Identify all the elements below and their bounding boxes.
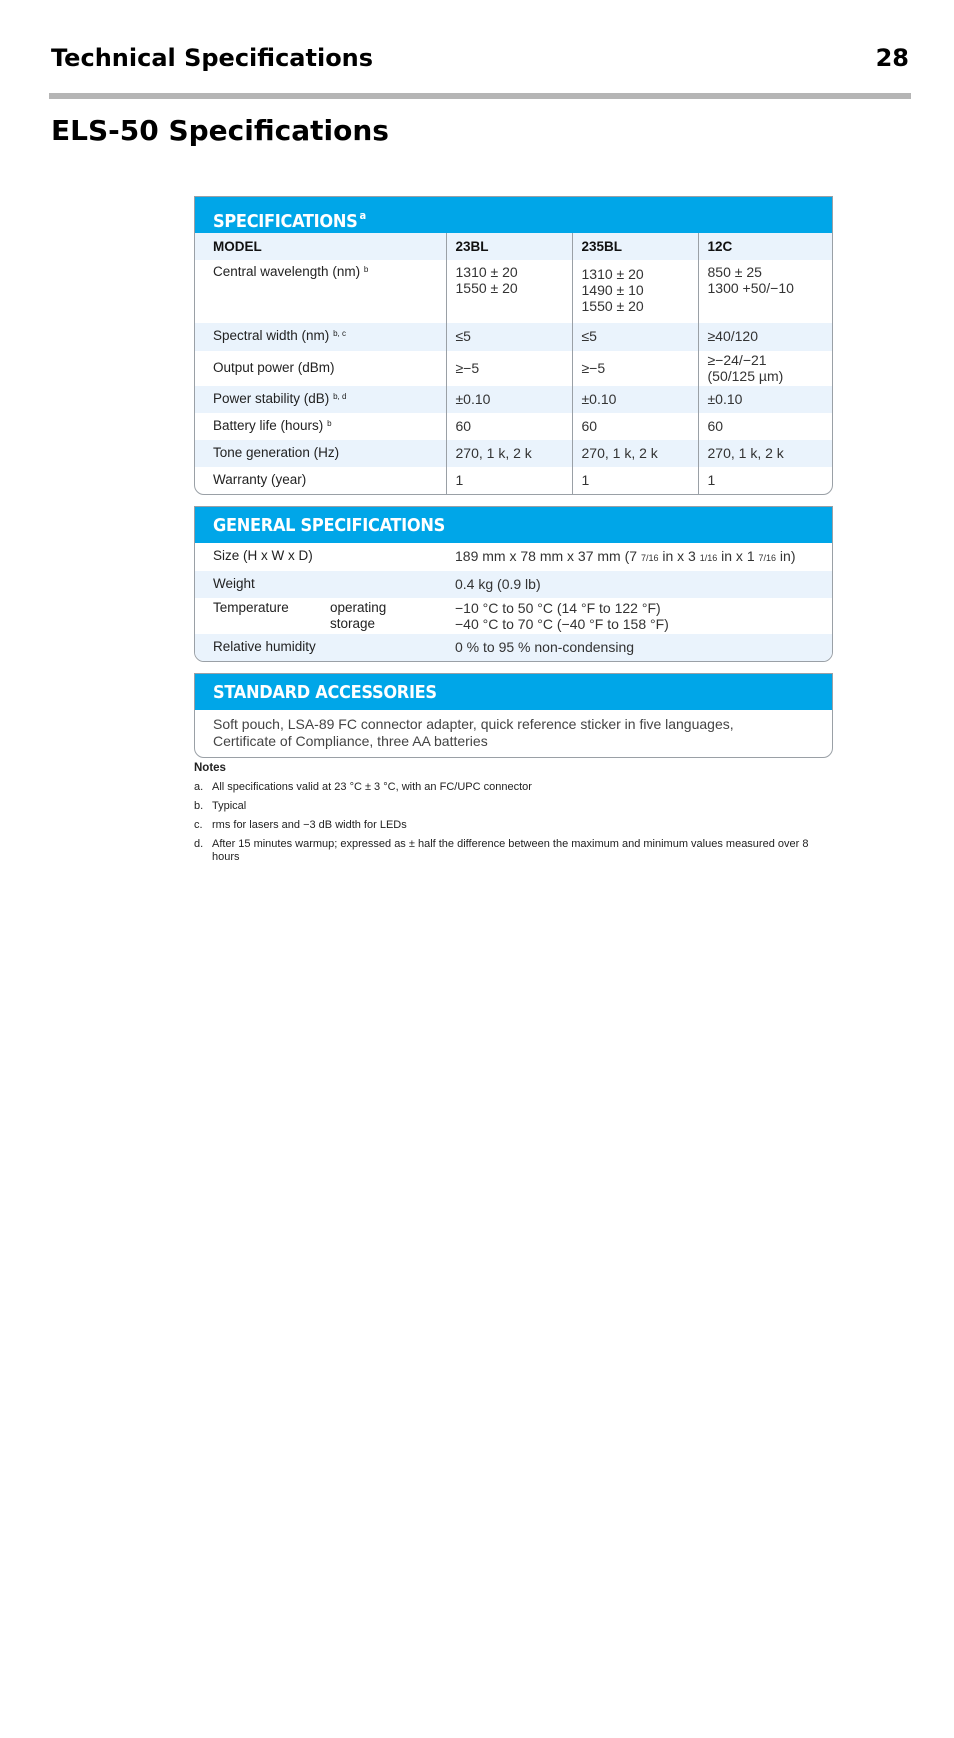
note-item bbox=[194, 838, 834, 864]
spec-value: 270, 1 k, 2 k bbox=[698, 440, 832, 467]
model-23bl: 23BL bbox=[446, 233, 572, 260]
specifications-title-note: a bbox=[359, 209, 366, 222]
size-text: in x 1 bbox=[717, 548, 759, 564]
size-text: 189 mm x 78 mm x 37 mm (7 bbox=[455, 548, 641, 564]
spec-value: 270, 1 k, 2 k bbox=[446, 440, 572, 467]
spec-row-wavelength bbox=[195, 260, 832, 323]
spec-label: Power stability (dB) bbox=[213, 391, 330, 406]
spec-note: b bbox=[363, 265, 369, 274]
spec-label: Tone generation (Hz) bbox=[213, 445, 340, 460]
spec-value: 1550 ± 20 bbox=[455, 280, 518, 296]
spec-label: Warranty (year) bbox=[213, 472, 307, 487]
standard-accessories-box bbox=[194, 673, 833, 758]
size-value bbox=[446, 543, 832, 571]
specifications-box bbox=[194, 196, 833, 495]
spec-row-power-stability bbox=[195, 386, 832, 413]
note-key: b. bbox=[194, 800, 204, 812]
temperature-values bbox=[446, 598, 832, 634]
general-specifications-table bbox=[195, 543, 832, 661]
general-row-humidity bbox=[195, 634, 832, 661]
temperature-label: Temperature bbox=[213, 600, 289, 615]
spec-row-warranty bbox=[195, 467, 832, 494]
general-row-weight bbox=[195, 571, 832, 598]
size-text: in x 3 bbox=[658, 548, 700, 564]
standard-accessories-header: STANDARD ACCESSORIES bbox=[195, 674, 832, 710]
spec-value: ±0.10 bbox=[446, 386, 572, 413]
temp-operating-label: operating bbox=[330, 600, 387, 615]
spec-value: 60 bbox=[446, 413, 572, 440]
notes bbox=[194, 762, 834, 870]
spec-value: 1 bbox=[572, 467, 698, 494]
note-key: c. bbox=[194, 819, 203, 831]
size-fraction: 7/16 bbox=[758, 553, 777, 563]
note-key: a. bbox=[194, 781, 204, 793]
note-key: d. bbox=[194, 838, 204, 850]
spec-value: ≥40/120 bbox=[698, 323, 832, 351]
size-text: in) bbox=[776, 548, 796, 564]
section-title: ELS-50 Specifications bbox=[51, 114, 389, 147]
specifications-title: SPECIFICATIONS bbox=[213, 211, 358, 232]
temp-operating-value: −10 °C to 50 °C (14 °F to 122 °F) bbox=[455, 600, 661, 616]
note-text: After 15 minutes warmup; expressed as ± half the difference between the maximum and minimum values measured over 8 hours bbox=[212, 838, 809, 863]
spec-value: ≤5 bbox=[572, 323, 698, 351]
spec-value: ≥−5 bbox=[446, 351, 572, 386]
spec-value: 1310 ± 20 bbox=[455, 264, 518, 280]
general-row-size bbox=[195, 543, 832, 571]
spec-value: 1 bbox=[446, 467, 572, 494]
spec-value: (50/125 µm) bbox=[707, 368, 784, 384]
spec-row-battery-life bbox=[195, 413, 832, 440]
spec-value: ≥−5 bbox=[572, 351, 698, 386]
humidity-label: Relative humidity bbox=[195, 634, 446, 661]
spec-value: ±0.10 bbox=[698, 386, 832, 413]
spec-label: Spectral width (nm) bbox=[213, 328, 330, 343]
general-specifications-header: GENERAL SPECIFICATIONS bbox=[195, 507, 832, 543]
spec-value: ≥−24/−21 bbox=[707, 352, 767, 368]
spec-value: ≤5 bbox=[446, 323, 572, 351]
spec-value: 1550 ± 20 bbox=[581, 298, 644, 314]
page-header bbox=[51, 44, 909, 72]
model-row bbox=[195, 233, 832, 260]
model-label: MODEL bbox=[195, 233, 446, 260]
spec-value: 850 ± 25 bbox=[707, 264, 762, 280]
weight-label: Weight bbox=[195, 571, 446, 598]
note-item bbox=[194, 819, 834, 832]
spec-note: b bbox=[327, 419, 332, 428]
size-label: Size (H x W x D) bbox=[213, 548, 313, 563]
size-fraction: 7/16 bbox=[640, 553, 659, 563]
model-235bl: 235BL bbox=[572, 233, 698, 260]
note-item bbox=[194, 781, 834, 794]
notes-title: Notes bbox=[194, 762, 226, 774]
spec-note: b, d bbox=[333, 392, 347, 401]
temperature-modes bbox=[330, 598, 446, 634]
specifications-header bbox=[195, 197, 832, 233]
accessories-line: Soft pouch, LSA-89 FC connector adapter, quick reference sticker in five languages, bbox=[213, 716, 734, 732]
note-text: All specifications valid at 23 °C ± 3 °C, with an FC/UPC connector bbox=[212, 781, 532, 793]
spec-value: 1300 +50/−10 bbox=[707, 280, 794, 296]
note-text: rms for lasers and −3 dB width for LEDs bbox=[212, 819, 407, 831]
spec-value: 1 bbox=[698, 467, 832, 494]
spec-row-output-power bbox=[195, 351, 832, 386]
spec-value: 270, 1 k, 2 k bbox=[572, 440, 698, 467]
humidity-value: 0 % to 95 % non-condensing bbox=[446, 634, 832, 661]
spec-label: Output power (dBm) bbox=[213, 360, 335, 375]
spec-value: ±0.10 bbox=[572, 386, 698, 413]
spec-value: 1490 ± 10 bbox=[581, 282, 644, 298]
spec-value: 60 bbox=[572, 413, 698, 440]
accessories-line: Certificate of Compliance, three AA batteries bbox=[213, 733, 488, 749]
temp-storage-value: −40 °C to 70 °C (−40 °F to 158 °F) bbox=[455, 616, 669, 632]
spec-note: b, c bbox=[333, 329, 346, 338]
page-number: 28 bbox=[875, 44, 909, 72]
model-12c: 12C bbox=[698, 233, 832, 260]
spec-row-tone-generation bbox=[195, 440, 832, 467]
page-header-title: Technical Specifications bbox=[51, 44, 374, 72]
note-text: Typical bbox=[212, 800, 247, 812]
spec-value: 1310 ± 20 bbox=[581, 266, 644, 282]
spec-row-spectral-width bbox=[195, 323, 832, 351]
temp-storage-label: storage bbox=[330, 616, 376, 631]
size-fraction: 1/16 bbox=[699, 553, 718, 563]
spec-label: Battery life (hours) bbox=[213, 418, 324, 433]
accessories-body bbox=[195, 710, 832, 757]
header-rule bbox=[49, 93, 911, 99]
general-specifications-box bbox=[194, 506, 833, 662]
general-row-temperature bbox=[195, 598, 832, 634]
note-item bbox=[194, 800, 834, 813]
weight-value: 0.4 kg (0.9 lb) bbox=[446, 571, 832, 598]
spec-value: 60 bbox=[698, 413, 832, 440]
spec-label: Central wavelength (nm) bbox=[213, 264, 361, 279]
specifications-table bbox=[195, 233, 832, 494]
